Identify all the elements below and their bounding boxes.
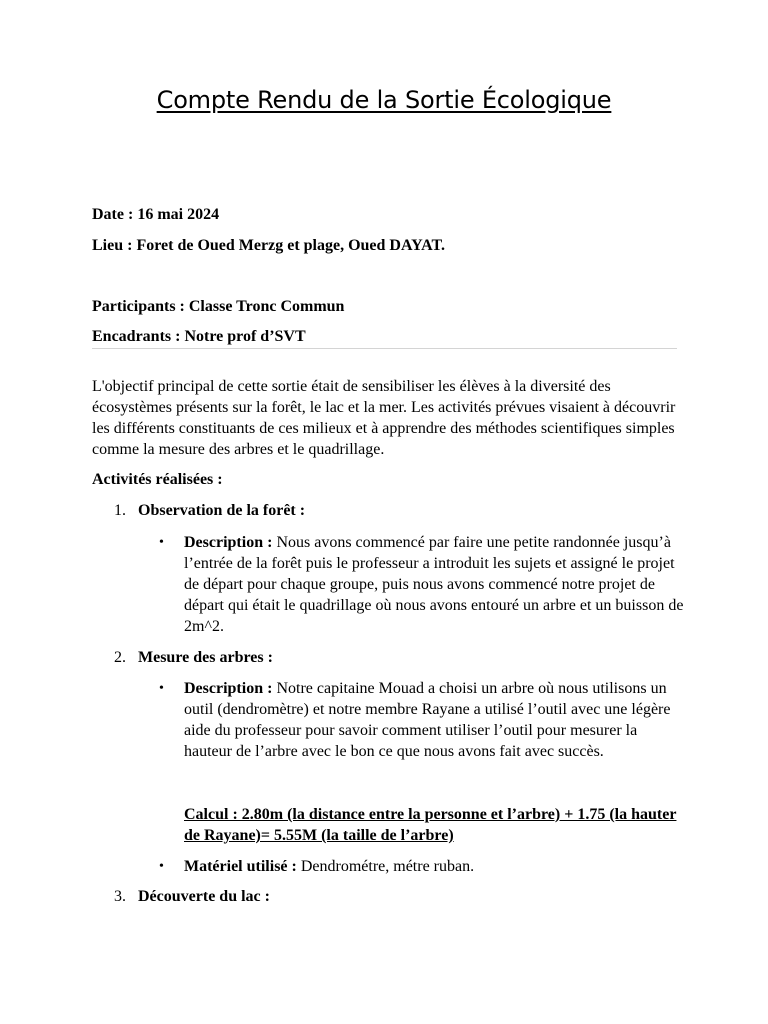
participants-line: Participants : Classe Tronc Commun <box>92 298 345 315</box>
page-title: Compte Rendu de la Sortie Écologique <box>156 86 612 114</box>
activity-description <box>184 678 684 762</box>
description-text: Notre capitaine Mouad a choisi un arbre où nous utilisons un outil (dendromètre) et notre membre Rayane a utilisé l’outil avec une légère aide du professeur pour savoir comment utiliser l’outil pour mesurer la hauteur de l’arbre avec le bon ce que nous avons fait avec succès. <box>184 680 671 760</box>
materials-line <box>184 856 684 877</box>
list-number: 2. <box>114 649 126 666</box>
description-label: Description : <box>184 680 273 697</box>
description-label: Description : <box>184 534 273 551</box>
intro-paragraph: L'objectif principal de cette sortie était de sensibiliser les élèves à la diversité des écosystèmes présents sur la forêt, le lac et la mer. Les activités prévues visaient à découvrir les différents constituants de ces milieux et à apprendre des méthodes scientifiques simples comme la mesure des arbres et le quadrillage. <box>92 378 676 458</box>
activity-title: Mesure des arbres : <box>138 649 273 666</box>
bullet-dot: • <box>159 681 164 696</box>
activity-title: Observation de la forêt : <box>138 502 306 519</box>
materials-text: Dendrométre, métre ruban. <box>296 858 475 875</box>
activity-title: Découverte du lac : <box>138 888 270 905</box>
supervisors-line: Encadrants : Notre prof d’SVT <box>92 328 306 345</box>
date-line: Date : 16 mai 2024 <box>92 206 220 223</box>
calculation: Calcul : 2.80m (la distance entre la personne et l’arbre) + 1.75 (la hauter de Rayane)= 5.55M (la taille de l’arbre) <box>184 806 677 844</box>
calculation-text <box>184 804 684 846</box>
bullet-dot: • <box>159 859 164 874</box>
list-number: 3. <box>114 888 126 905</box>
activity-description <box>184 532 684 637</box>
horizontal-divider <box>92 348 677 349</box>
materials-label: Matériel utilisé : <box>184 858 297 875</box>
list-number: 1. <box>114 502 126 519</box>
bullet-dot: • <box>159 535 164 550</box>
location-line: Lieu : Foret de Oued Merzg et plage, Oued DAYAT. <box>92 237 446 254</box>
description-text: Nous avons commencé par faire une petite randonnée jusqu’à l’entrée de la forêt puis le professeur a introduit les sujets et assigné le projet de départ pour chaque groupe, puis nous avons commencé notre projet de départ qui était le quadrillage où nous avons entouré un arbre et un buisson de 2m^2. <box>184 534 684 635</box>
activities-heading: Activités réalisées : <box>92 471 223 488</box>
